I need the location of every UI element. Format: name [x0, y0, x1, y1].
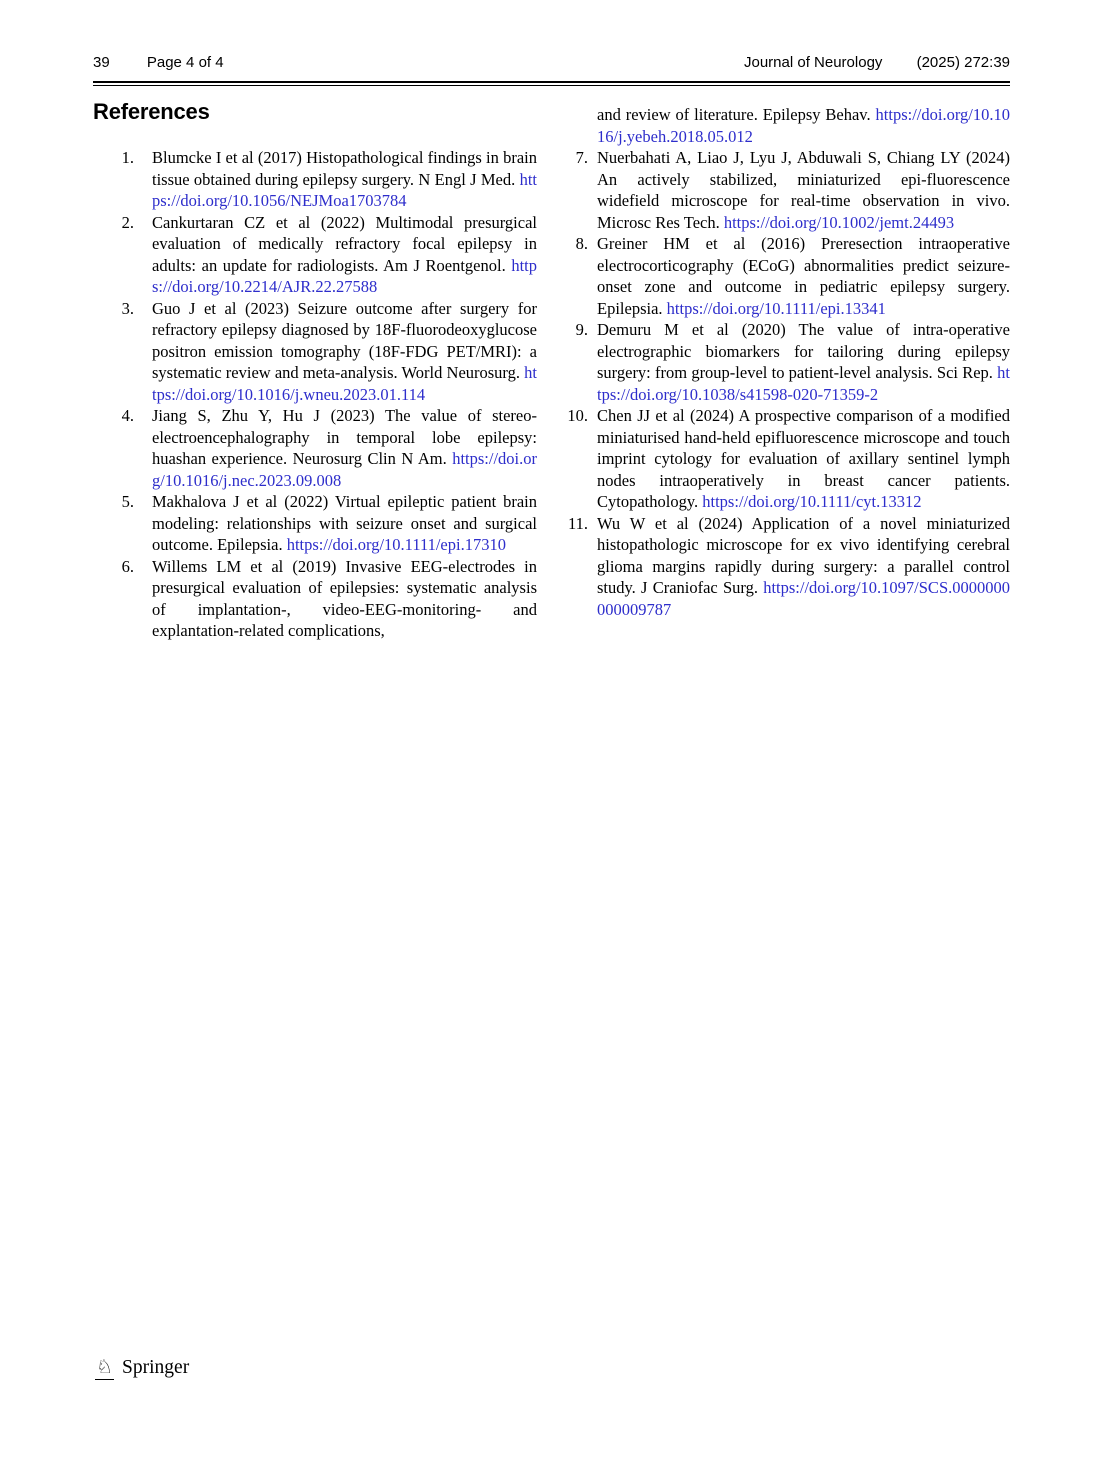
references-column-right	[560, 104, 1010, 620]
reference-item	[560, 513, 1010, 621]
reference-text	[597, 319, 1010, 405]
reference-text	[597, 147, 1010, 233]
reference-text	[152, 212, 537, 298]
reference-list-left	[93, 147, 537, 642]
reference-item	[93, 491, 537, 556]
page-header	[93, 54, 1010, 71]
reference-citation-text: Chen JJ et al (2024) A prospective comparison of a modified miniaturised hand-held epifluorescence microscope and touch imprint cytology for evaluation of axillary sentinel lymph nodes intraoperatively in breast cancer patients. Cytopathology.	[597, 406, 1010, 511]
reference-citation-text: Jiang S, Zhu Y, Hu J (2023) The value of stereo-electroencephalography in temporal lobe epilepsy: huashan experience. Neurosurg Clin N Am.	[152, 406, 537, 468]
reference-item	[560, 319, 1010, 405]
references-column-left	[93, 98, 537, 642]
reference-text	[152, 491, 537, 556]
reference-citation-text: Blumcke I et al (2017) Histopathological findings in brain tissue obtained during epilepsy surgery. N Engl J Med.	[152, 148, 537, 189]
reference-number: 4.	[121, 406, 134, 425]
reference-item	[93, 405, 537, 491]
reference-text	[152, 147, 537, 212]
reference-number: 10.	[567, 406, 588, 425]
reference-text	[597, 405, 1010, 513]
reference-number: 1.	[121, 148, 134, 167]
header-right	[744, 54, 1010, 71]
page-footer	[95, 1356, 189, 1380]
doi-link[interactable]: https://doi.org/10.1097/SCS.0000000000009787	[597, 578, 1010, 619]
doi-link[interactable]: https://doi.org/10.1111/epi.13341	[666, 298, 886, 318]
reference-number: 8.	[575, 234, 588, 253]
reference-citation-text: and review of literature. Epilepsy Behav.	[597, 105, 876, 124]
reference-item	[93, 212, 537, 298]
reference-citation-text: Guo J et al (2023) Seizure outcome after surgery for refractory epilepsy diagnosed by 18F-fluorodeoxyglucose positron emission tomography (18F-FDG PET/MRI): a systematic review and meta-analysis. World Neurosurg.	[152, 298, 537, 382]
reference-citation-text: Greiner HM et al (2016) Preresection intraoperative electrocorticography (ECoG) abnormalities predict seizure-onset zone and outcome in pediatric epilepsy surgery. Epilepsia.	[597, 234, 1010, 318]
reference-item	[93, 298, 537, 406]
page-label: Page 4 of 4	[146, 54, 224, 71]
reference-text	[152, 298, 537, 406]
reference-citation-text: Willems LM et al (2019) Invasive EEG-electrodes in presurgical evaluation of epilepsies: systematic analysis of implantation-, video-EEG-monitoring- and explantation-related complications,	[152, 556, 537, 640]
reference-citation-text: Demuru M et al (2020) The value of intra-operative electrographic biomarkers for tailoring during epilepsy surgery: from group-level to patient-level analysis. Sci Rep.	[597, 320, 1010, 382]
reference-citation-text: Makhalova J et al (2022) Virtual epileptic patient brain modeling: relationships with seizure onset and surgical outcome. Epilepsia.	[152, 492, 537, 554]
doi-link[interactable]: https://doi.org/10.1056/NEJMoa1703784	[152, 169, 537, 210]
reference-citation-text: Cankurtaran CZ et al (2022) Multimodal presurgical evaluation of medically refractory focal epilepsy in adults: an update for radiologists. Am J Roentgenol.	[152, 212, 537, 275]
reference-item	[560, 233, 1010, 319]
reference-list-right	[560, 147, 1010, 620]
reference-item	[560, 147, 1010, 233]
header-left	[93, 54, 224, 71]
reference-number: 7.	[575, 148, 588, 167]
reference-number: 9.	[575, 320, 588, 339]
reference-item	[93, 147, 537, 212]
doi-link[interactable]: https://doi.org/10.2214/AJR.22.27588	[152, 255, 537, 296]
doi-link[interactable]: https://doi.org/10.1016/j.yebeh.2018.05.012	[597, 105, 1010, 146]
springer-knight-icon: ♘	[96, 1356, 114, 1378]
reference-text	[597, 104, 1010, 147]
doi-link[interactable]: https://doi.org/10.1111/cyt.13312	[702, 492, 922, 511]
reference-number: 5.	[121, 492, 134, 511]
article-number: 39	[93, 54, 110, 71]
journal-title: Journal of Neurology	[744, 54, 883, 71]
reference-number-empty	[560, 104, 597, 147]
reference-item	[560, 405, 1010, 513]
doi-link[interactable]: https://doi.org/10.1038/s41598-020-71359-2	[597, 363, 1010, 404]
publisher-name: Springer	[122, 1357, 190, 1378]
reference-text	[597, 513, 1010, 621]
reference-citation-text: Nuerbahati A, Liao J, Lyu J, Abduwali S, Chiang LY (2024) An actively stabilized, miniaturized epi-fluorescence widefield microscope for real-time observation in vivo. Microsc Res Tech.	[597, 148, 1010, 232]
reference-citation-text: Wu W et al (2024) Application of a novel miniaturized histopathologic microscope for ex vivo identifying cerebral glioma margins rapidly during surgery: a parallel control study. J Craniofac Surg.	[597, 513, 1010, 597]
doi-link[interactable]: https://doi.org/10.1002/jemt.24493	[723, 212, 955, 232]
references-heading: References	[93, 99, 210, 124]
reference-text	[152, 405, 537, 491]
reference-number: 11.	[567, 513, 588, 533]
header-rule	[93, 81, 1010, 86]
reference-number: 3.	[121, 298, 134, 318]
reference-text	[152, 556, 537, 642]
reference-number: 6.	[121, 556, 134, 576]
reference-text	[597, 233, 1010, 319]
doi-link[interactable]: https://doi.org/10.1111/epi.17310	[286, 535, 506, 554]
citation-info: (2025) 272:39	[916, 54, 1010, 71]
reference-continuation	[560, 104, 1010, 147]
reference-item	[93, 556, 537, 642]
reference-number: 2.	[121, 212, 134, 232]
doi-link[interactable]: https://doi.org/10.1016/j.nec.2023.09.008	[152, 449, 537, 490]
doi-link[interactable]: https://doi.org/10.1016/j.wneu.2023.01.114	[152, 363, 537, 404]
